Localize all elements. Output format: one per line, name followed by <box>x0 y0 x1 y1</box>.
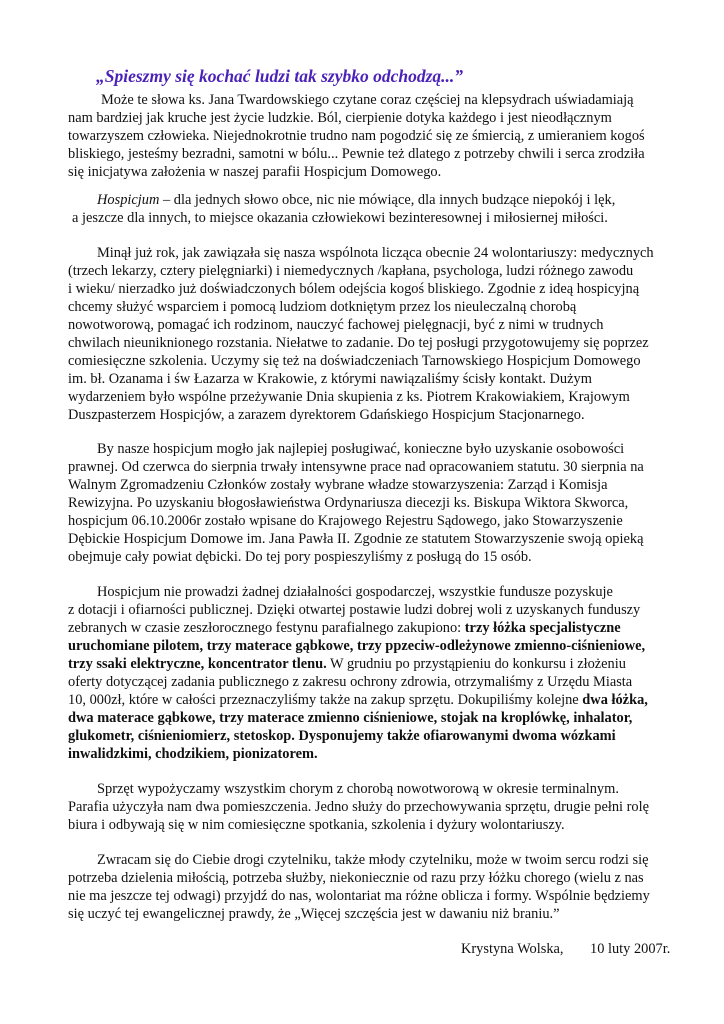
text-line: By nasze hospicjum mogło jak najlepiej posługiwać, konieczne było uzyskanie osobowości <box>97 441 625 457</box>
text-line: bliskiego, jesteśmy bezradni, samotni w bólu... Pewnie też dlatego z potrzeby chwili i serca zrodziła <box>68 146 645 162</box>
text-line <box>68 638 645 656</box>
text-line: chcemy służyć wsparciem i pomocą ludziom dotkniętym przez los nieuleczalną chorobą <box>68 299 577 315</box>
text-line: potrzeba dzielenia miłością, potrzeba służby, niekoniecznie od razu przy łóżku chorego (wielu z nas <box>68 870 644 886</box>
text-line: wydarzeniem było wspólne przeżywanie Dnia skupienia z ks. Piotrem Krakowiakiem, Krajowym <box>68 389 630 405</box>
text-line <box>68 710 632 728</box>
text-line: towarzyszem człowieka. Niejednokrotnie trudno nam pogodzić się ze śmiercią, z umieraniem kogoś <box>68 128 645 144</box>
text-line <box>68 620 621 638</box>
text-line: Minął już rok, jak zawiązała się nasza wspólnota licząca obecnie 24 wolontariuszy: medycznych <box>97 245 654 261</box>
equipment-list: glukometr, ciśnieniomierz, stetoskop. Dysponujemy także ofiarowanymi dwoma wózkami <box>68 728 616 744</box>
text-line: chwilach nieuniknionego rozstania. Niełatwe to zadanie. Do tej posługi przygotowujemy się poprzez <box>68 335 649 351</box>
text-line: nam bardziej jak kruche jest życie ludzkie. Ból, cierpienie dotyka każdego i jest nieodłącznym <box>68 110 612 126</box>
equipment-list: dwa materace gąbkowe, trzy materace zmienno ciśnieniowe, stojak na kroplówkę, inhalator, <box>68 710 633 726</box>
text-line: i wieku/ nierzadko już doświadczonych bólem odejścia kogoś bliskiego. Zgodnie z ideą hospicyjną <box>68 281 640 297</box>
equipment-list: dwa łóżka, <box>582 692 648 708</box>
signature-date: 10 luty 2007r. <box>590 941 671 957</box>
text-line: Dębickie Hospicjum Domowe im. Jana Pawła II. Zgodnie ze statutem Stowarzyszenie swoją opieką <box>68 531 644 547</box>
text-line: obejmuje cały powiat dębicki. Do tej pory pospieszyliśmy z posługą do 15 osób. <box>68 549 532 565</box>
text-line <box>68 746 318 764</box>
text-line: comiesięczne szkolenia. Uczymy się też na doświadczeniach Tarnowskiego Hospicjum Domowego <box>68 353 641 369</box>
text-line: Walnym Zgromadzeniu Członków zostały wybrane władze stowarzyszenia: Zarząd i Komisja <box>68 477 608 493</box>
text-line: Parafia użyczyła nam dwa pomieszczenia. Jedno służy do przechowywania sprzętu, drugie pełni rolę <box>68 799 649 815</box>
text-line: Hospicjum nie prowadzi żadnej działalności gospodarczej, wszystkie fundusze pozyskuje <box>97 584 613 600</box>
text-line: Duszpasterzem Hospicjów, a zarazem dyrektorem Gdańskiego Hospicjum Stacjonarnego. <box>68 407 585 423</box>
text-line: oferty dotyczącej zadania publicznego z zakresu ochrony zdrowia, otrzymaliśmy z Urzędu Miasta <box>68 674 633 690</box>
text-line: Zwracam się do Ciebie drogi czytelniku, także młody czytelniku, może w twoim sercu rodzi się <box>97 852 649 868</box>
equipment-list: trzy łóżka specjalistyczne <box>464 620 621 636</box>
text-line: Rewizyjna. Po uzyskaniu błogosławieństwa Ordynariusza diecezji ks. Biskupa Wiktora Skworca, <box>68 495 629 511</box>
text-line: nowotworową, pomagać ich rodzinom, nauczyć fachowej pielęgnacji, być z nimi w trudnych <box>68 317 604 333</box>
text-line: Sprzęt wypożyczamy wszystkim chorym z chorobą nowotworową w okresie terminalnym. <box>97 781 619 797</box>
text-line: a jeszcze dla innych, to miejsce okazania człowiekowi bezinteresownej i miłosiernej miłości. <box>72 210 608 226</box>
equipment-list: trzy ssaki elektryczne, koncentrator tlenu. <box>68 656 327 672</box>
text-line: się uczyć tej ewangelicznej prawdy, że „Więcej szczęścia jest w dawaniu niż braniu.” <box>68 906 560 922</box>
text-line: hospicjum 06.10.2006r zostało wpisane do Krajowego Rejestru Sądowego, jako Stowarzyszenie <box>68 513 623 529</box>
text-line: z dotacji i ofiarności publicznej. Dzięki otwartej postawie ludzi dobrej woli z uzyskanych funduszy <box>68 602 641 618</box>
text-span: 10, 000zł, które w całości przeznaczyliśmy także na zakup sprzętu. Dokupiliśmy kolejne <box>68 692 583 708</box>
text-line: im. bł. Ozanama i św Łazarza w Krakowie, z którymi nawiązaliśmy ścisły kontakt. Dużym <box>68 371 592 387</box>
author-name: Krystyna Wolska, <box>461 941 564 957</box>
equipment-list: inwalidzkimi, chodzikiem, pionizatorem. <box>68 746 318 762</box>
text-line: biura i odbywają się w nim comiesięczne spotkania, szkolenia i dyżury wolontariuszy. <box>68 817 565 833</box>
text-line: (trzech lekarzy, cztery pielęgniarki) i niemedycznych /kapłana, psychologa, ludzi różnego zawodu <box>68 263 634 279</box>
text-span: W grudniu po przystąpieniu do konkursu i złożeniu <box>326 656 626 672</box>
text-line <box>68 656 626 674</box>
text-line <box>97 192 615 210</box>
text-span: zebranych w czasie zeszłorocznego festynu parafialnego zakupiono: <box>68 620 465 636</box>
text-line: się inicjatywa założenia w naszej parafii Hospicjum Domowego. <box>68 164 442 180</box>
equipment-list: uruchomiane pilotem, trzy materace gąbkowe, trzy ppzeciw-odleżynowe zmienno-ciśnieniowe, <box>68 638 646 654</box>
article-title: „Spieszmy się kochać ludzi tak szybko odchodzą...” <box>96 66 464 86</box>
text-line <box>68 692 648 710</box>
text-line <box>68 728 616 746</box>
text-span: – dla jednych słowo obce, nic nie mówiące, dla innych budzące niepokój i lęk, <box>159 192 616 208</box>
text-line: nie ma jeszcze tej odwagi) przyjdź do nas, wolontariat ma różne oblicza i formy. Wspólnie będziemy <box>68 888 650 904</box>
text-line: Może te słowa ks. Jana Twardowskiego czytane coraz częściej na klepsydrach uświadamiają <box>101 92 634 108</box>
hospicjum-term: Hospicjum <box>97 192 160 208</box>
text-line: prawnej. Od czerwca do sierpnia trwały intensywne prace nad opracowaniem statutu. 30 sierpnia na <box>68 459 644 475</box>
